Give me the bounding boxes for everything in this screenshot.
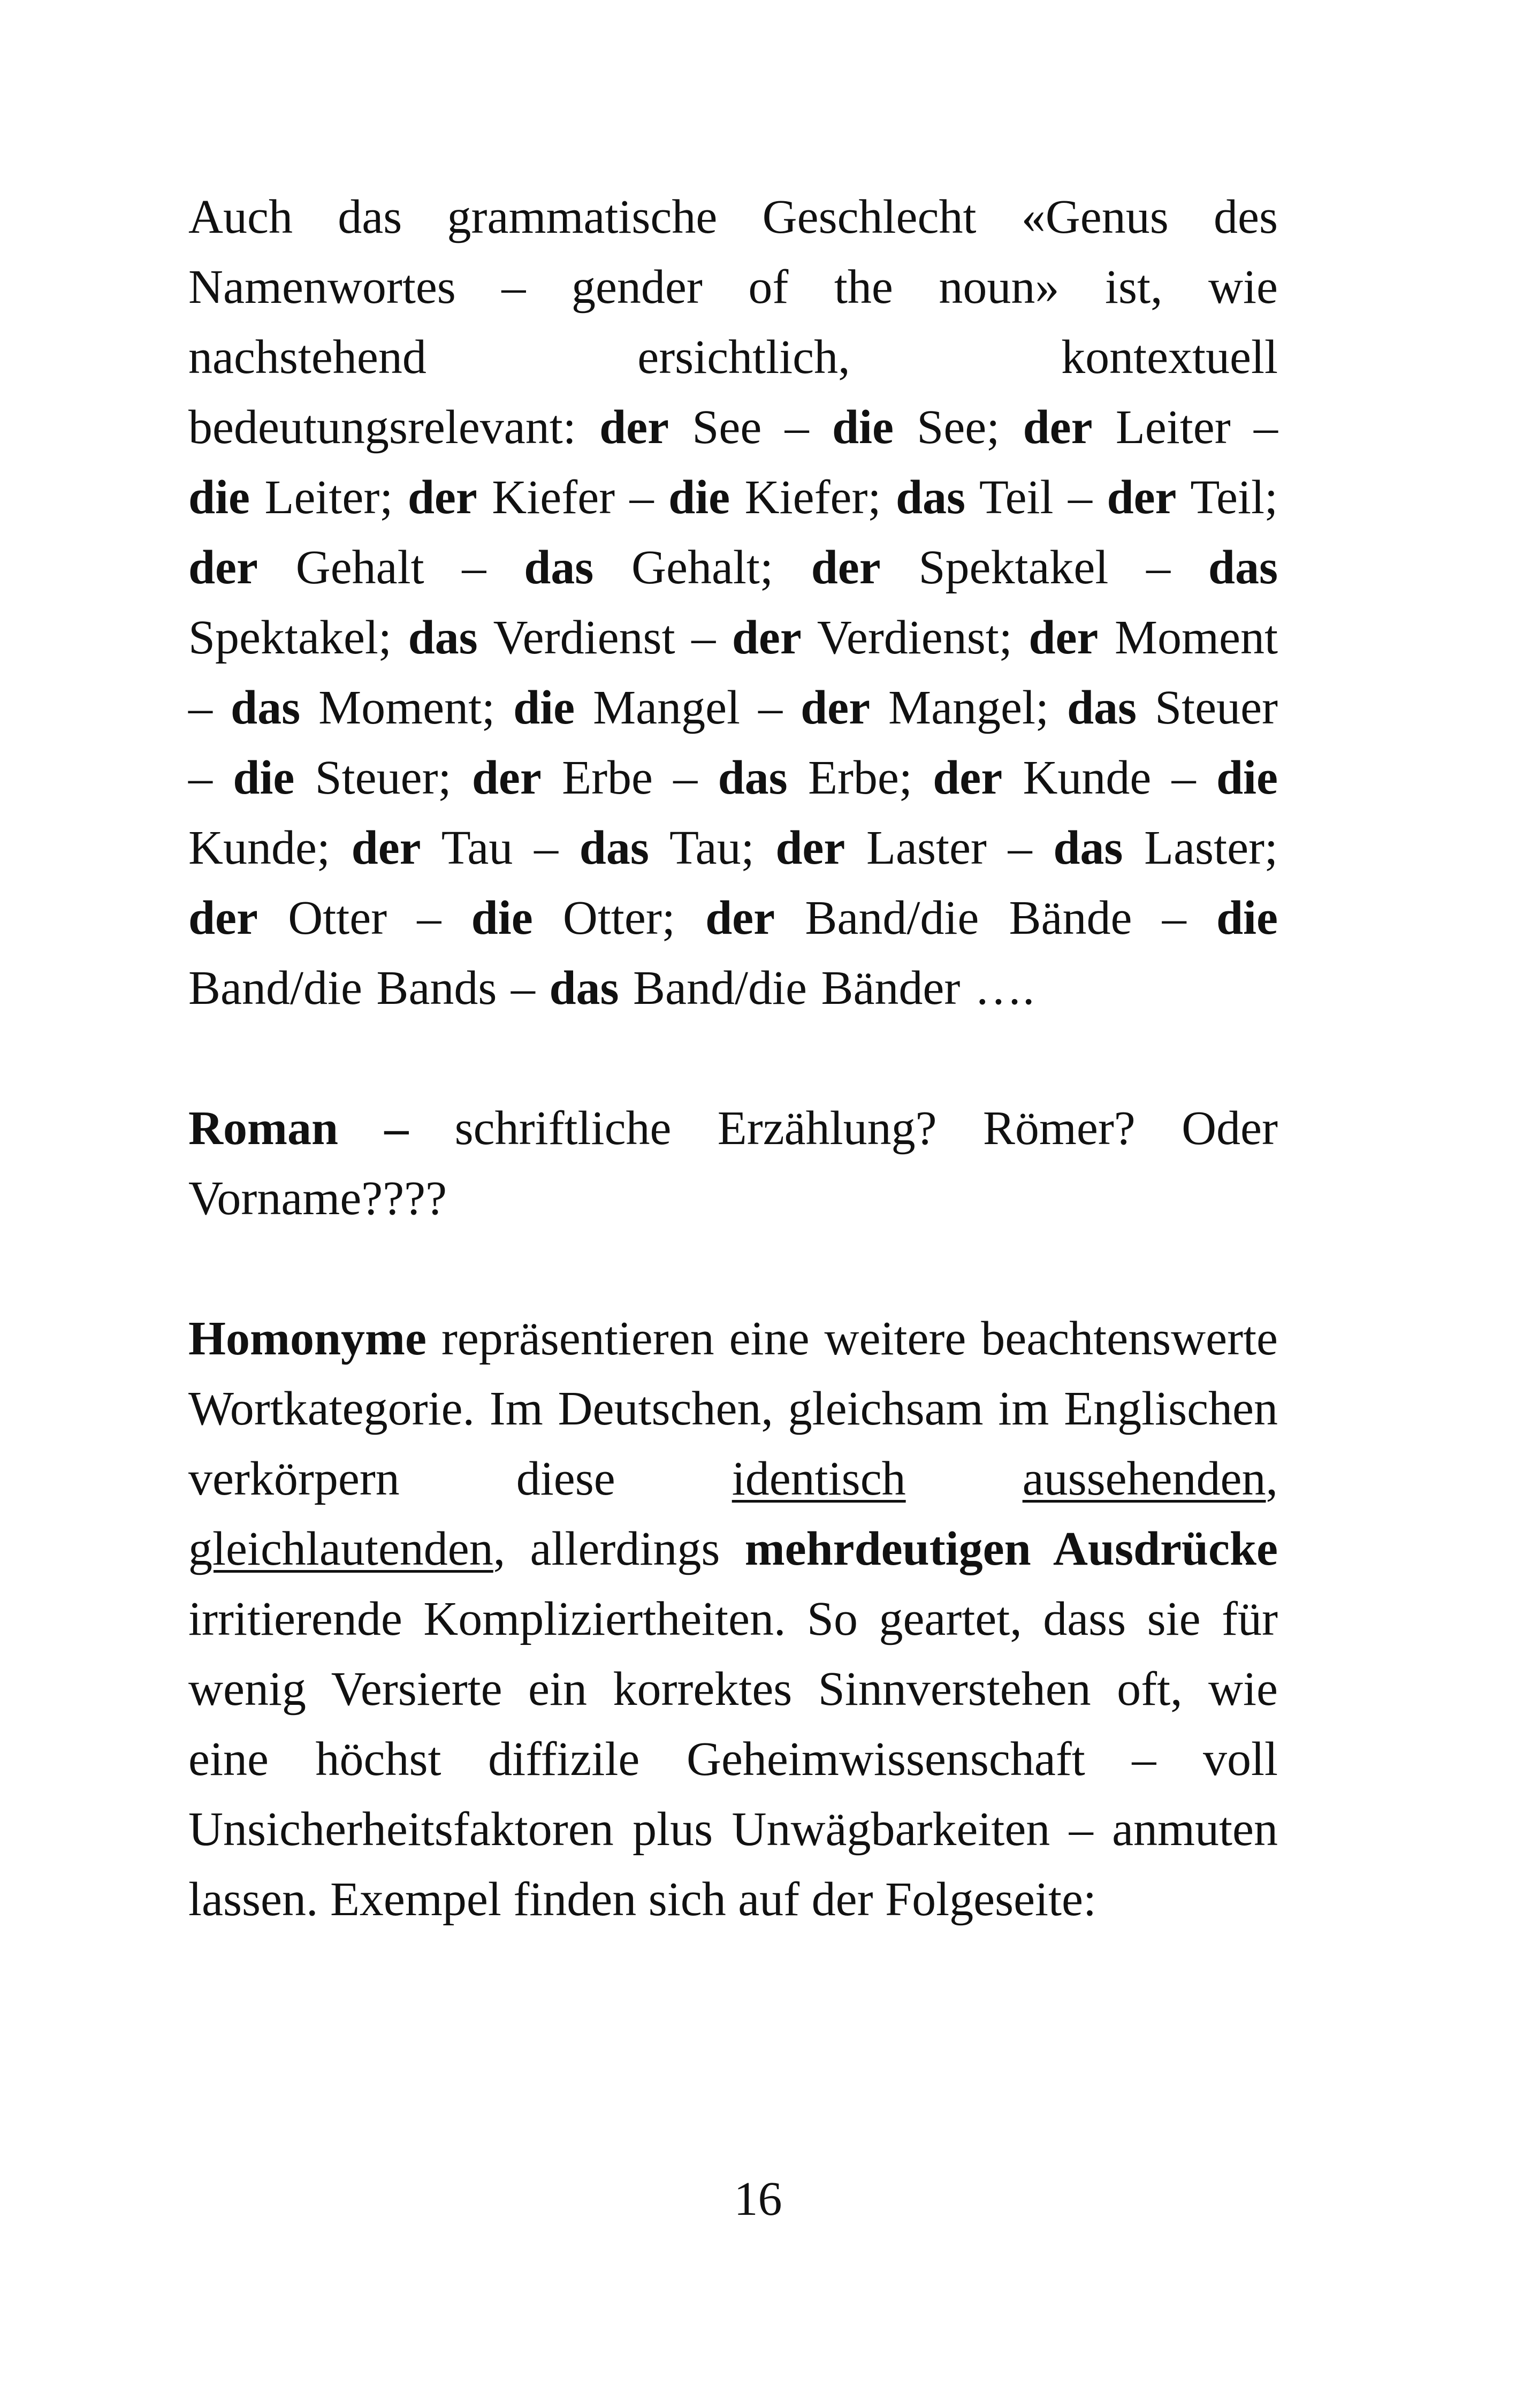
article: die <box>188 471 250 524</box>
bold-term: Roman – <box>188 1102 409 1155</box>
gender-pair: der Spektakel – das Spektakel; <box>188 541 1278 664</box>
article: der <box>933 751 1003 804</box>
article: der <box>1107 471 1177 524</box>
gender-pair: die Mangel – der Mangel; <box>513 681 1067 734</box>
article: die <box>513 681 575 734</box>
article: das <box>579 821 649 874</box>
article: das <box>408 611 478 664</box>
gender-pair: das Teil – der Teil; <box>895 471 1278 524</box>
paragraph-homonyme: Homonyme repräsentieren eine weitere beachtenswerte Wortkategorie. Im Deutschen, gleichsam im Englischen verkörpern diese identisch aussehenden, gleichlautenden, allerdings mehrdeutigen Ausdrücke irritierende Kompliziertheiten. So geartet, dass sie für wenig Versierte ein korrektes Sinnverstehen oft, wie eine höchst diffizile Geheimwissenschaft – voll Unsicherheitsfaktoren plus Unwägbarkeiten – anmuten lassen. Exempel finden sich auf der Folgeseite: <box>188 1312 1278 1926</box>
article: das <box>1066 681 1137 734</box>
article: die <box>1216 891 1278 944</box>
paragraph-intro: Auch das grammatische Geschlecht «Genus des Namenwortes – gender of the noun» ist, wie nachstehend ersichtlich, kontextuell bedeutungsrelevant: <box>188 190 1278 454</box>
page-number: 16 <box>734 2173 782 2226</box>
underlined-word: aussehenden <box>1022 1452 1266 1505</box>
gender-pair: der Laster – das Laster; <box>775 821 1278 874</box>
underlined-word: identisch <box>732 1452 906 1505</box>
bold-term: Homonyme <box>188 1312 426 1365</box>
gender-triple: der Band/die Bände – die Band/die Bands – das Band/die Bänder …. <box>188 891 1278 1015</box>
article: das <box>1053 821 1123 874</box>
gender-pair: der Moment – das Moment; <box>188 611 1278 734</box>
article: die <box>668 471 730 524</box>
article: der <box>801 681 871 734</box>
article: der <box>811 541 881 594</box>
bold-term: mehrdeutigen Ausdrücke <box>744 1522 1278 1575</box>
article: der <box>471 751 542 804</box>
article: das <box>1208 541 1278 594</box>
article: der <box>1029 611 1099 664</box>
article: der <box>407 471 477 524</box>
gender-pair: der Tau – das Tau; <box>351 821 776 874</box>
article: der <box>775 821 845 874</box>
article: das <box>231 681 301 734</box>
paragraph-roman: Roman – schriftliche Erzählung? Römer? Oder Vorname???? <box>188 1102 1278 1225</box>
article: der <box>188 541 258 594</box>
article: der <box>705 891 775 944</box>
article: die <box>233 751 295 804</box>
article: das <box>895 471 966 524</box>
gender-pair: das Verdienst – der Verdienst; <box>408 611 1029 664</box>
paragraph-spacer <box>188 1023 1278 1093</box>
underlined-word: gleichlautenden <box>188 1522 493 1575</box>
article: der <box>732 611 802 664</box>
gender-pair: der Leiter – die Leiter; <box>188 401 1278 524</box>
paragraph-spacer <box>188 1233 1278 1304</box>
gender-pair: der Kiefer – die Kiefer; <box>407 471 896 524</box>
page-body <box>188 182 1278 1934</box>
article: die <box>832 401 894 454</box>
article: der <box>599 401 669 454</box>
gender-pair: das Steuer – die Steuer; <box>188 681 1278 804</box>
article: das <box>549 962 619 1015</box>
article: die <box>1216 751 1278 804</box>
article: der <box>1023 401 1093 454</box>
article: das <box>718 751 788 804</box>
paragraph-gender-examples <box>188 182 1278 1023</box>
gender-pair: der Erbe – das Erbe; <box>471 751 933 804</box>
article: der <box>188 891 258 944</box>
gender-pair: der Kunde – die Kunde; <box>188 751 1278 874</box>
gender-pair: der See – die See; <box>599 401 1023 454</box>
gender-pair: der Otter – die Otter; <box>188 891 706 944</box>
article: das <box>524 541 594 594</box>
article: die <box>471 891 533 944</box>
article: der <box>351 821 421 874</box>
gender-pair: der Gehalt – das Gehalt; <box>188 541 811 594</box>
